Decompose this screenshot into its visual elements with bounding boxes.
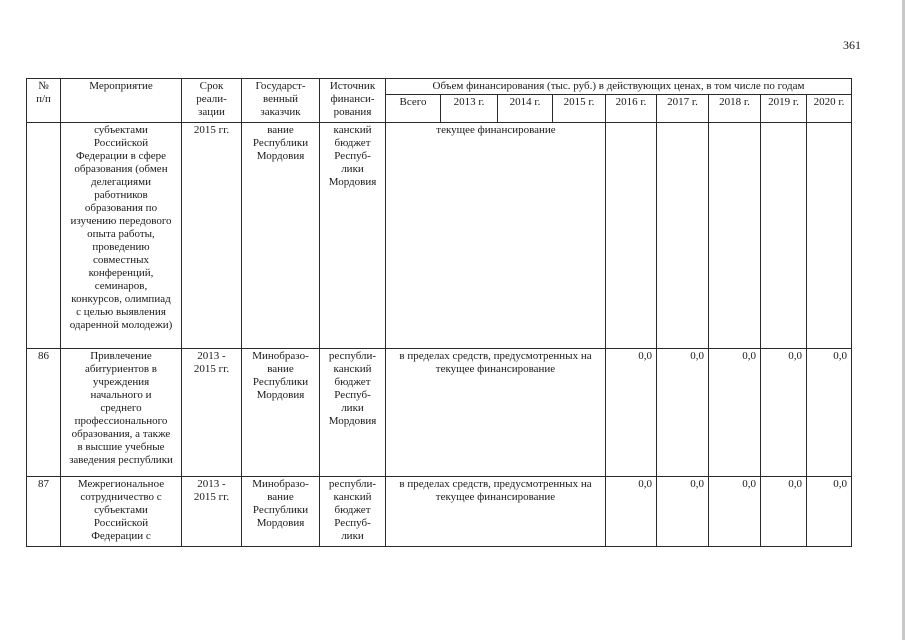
- header-year-2018: 2018 г.: [709, 95, 761, 123]
- row-value-2020: 0,0: [807, 349, 852, 477]
- row-customer: вание Республики Мордовия: [242, 123, 320, 349]
- row-note-text: в пределах средств, предусмотренных на текущее финансирование: [399, 478, 592, 503]
- financing-table: [26, 78, 852, 547]
- row-note-text: текущее финансирование: [436, 124, 556, 136]
- header-year-2013: 2013 г.: [441, 95, 498, 123]
- row-value-2018: 0,0: [709, 477, 761, 547]
- header-term: Срок реали- зации: [182, 79, 242, 123]
- header-year-2014: 2014 г.: [498, 95, 553, 123]
- row-event: субъектами Российской Федерации в сфере образования (обмен делегациями работников образования по изучению передового опыта работы, проведению совместных конференций, семинаров, конкурсов, олимпиад с целью выявления одаренной молодежи): [61, 123, 182, 349]
- header-row-top: [27, 79, 852, 95]
- row-number: [27, 123, 61, 349]
- row-value-2016: 0,0: [606, 349, 657, 477]
- row-number: 87: [27, 477, 61, 547]
- header-year-2020: 2020 г.: [807, 95, 852, 123]
- row-event: Привлечение абитуриентов в учреждения начального и среднего профессионального образования, а также в высшие учебные заведения республики: [61, 349, 182, 477]
- header-year-2019: 2019 г.: [761, 95, 807, 123]
- header-year-total: Всего: [386, 95, 441, 123]
- row-source: республи- канский бюджет Респуб- лики: [320, 477, 386, 547]
- header-year-2015: 2015 г.: [553, 95, 606, 123]
- row-value-2019: [761, 123, 807, 349]
- row-value-2017: 0,0: [657, 477, 709, 547]
- row-source: республи- канский бюджет Респуб- лики Мордовия: [320, 349, 386, 477]
- table-row: [27, 349, 852, 477]
- page-number: 361: [843, 38, 861, 52]
- row-customer: Минобразо- вание Республики Мордовия: [242, 349, 320, 477]
- row-term: 2013 - 2015 гг.: [182, 349, 242, 477]
- header-source: Источник финанси- рования: [320, 79, 386, 123]
- row-value-2017: 0,0: [657, 349, 709, 477]
- row-value-2016: [606, 123, 657, 349]
- row-event: Межрегиональное сотрудничество с субъектами Российской Федерации с: [61, 477, 182, 547]
- header-event: Мероприятие: [61, 79, 182, 123]
- header-year-2017: 2017 г.: [657, 95, 709, 123]
- row-source: канский бюджет Респуб- лики Мордовия: [320, 123, 386, 349]
- row-value-2019: 0,0: [761, 477, 807, 547]
- row-number: 86: [27, 349, 61, 477]
- row-value-2016: 0,0: [606, 477, 657, 547]
- row-financing-note: [386, 123, 606, 349]
- row-financing-note: [386, 477, 606, 547]
- header-financing: Объем финансирования (тыс. руб.) в действующих ценах, в том числе по годам: [386, 79, 852, 95]
- row-value-2020: [807, 123, 852, 349]
- header-customer: Государст- венный заказчик: [242, 79, 320, 123]
- header-no: № п/п: [27, 79, 61, 123]
- table-row: [27, 477, 852, 547]
- row-value-2018: 0,0: [709, 349, 761, 477]
- header-year-2016: 2016 г.: [606, 95, 657, 123]
- row-note-text: в пределах средств, предусмотренных на текущее финансирование: [399, 350, 592, 375]
- table-row: [27, 123, 852, 349]
- row-financing-note: [386, 349, 606, 477]
- row-value-2018: [709, 123, 761, 349]
- row-value-2020: 0,0: [807, 477, 852, 547]
- row-value-2017: [657, 123, 709, 349]
- row-customer: Минобразо- вание Республики Мордовия: [242, 477, 320, 547]
- row-term: 2013 - 2015 гг.: [182, 477, 242, 547]
- row-value-2019: 0,0: [761, 349, 807, 477]
- row-term: 2015 гг.: [182, 123, 242, 349]
